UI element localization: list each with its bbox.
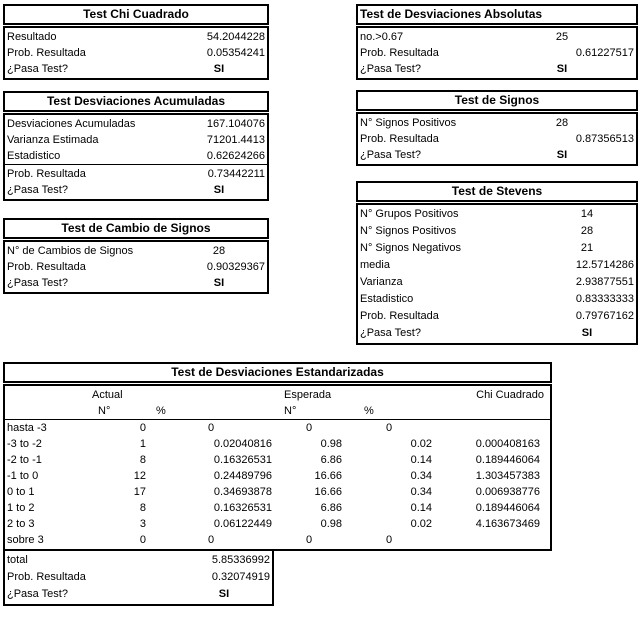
table-cell: 1 xyxy=(139,438,146,450)
row-value: 0.62624266 xyxy=(206,150,265,162)
table-cell: 0 xyxy=(305,534,313,546)
row-value: 54.2044228 xyxy=(206,31,265,43)
bin-label: hasta -3 xyxy=(7,422,47,434)
row-value: 21 xyxy=(580,242,594,254)
table-title: Test Chi Cuadrado xyxy=(3,4,269,25)
table-row xyxy=(5,243,267,259)
row-label: Prob. Resultada xyxy=(7,261,86,273)
table-title: Test de Stevens xyxy=(356,181,638,202)
table-cell: 0 xyxy=(385,422,393,434)
row-value: 0.32074919 xyxy=(211,571,270,583)
table-cell: 1.303457383 xyxy=(475,470,540,482)
table-title: Test Desviaciones Acumuladas xyxy=(3,91,269,112)
table-row xyxy=(5,29,267,45)
table-row xyxy=(358,223,636,240)
est-table-body xyxy=(3,384,552,551)
table-row xyxy=(358,61,636,77)
table-test-desviaciones-estandarizadas xyxy=(3,362,552,606)
table-body xyxy=(356,26,638,80)
table-test-desviaciones-acumuladas xyxy=(3,91,269,201)
table-cell: 8 xyxy=(139,502,146,514)
pass-indicator: SI xyxy=(556,149,568,161)
table-title: Test de Cambio de Signos xyxy=(3,218,269,239)
table-cell: 0.06122449 xyxy=(213,518,272,530)
row-label: ¿Pasa Test? xyxy=(360,327,421,339)
row-label: ¿Pasa Test? xyxy=(7,277,68,289)
table-row xyxy=(5,569,272,586)
table-body xyxy=(3,240,269,294)
table-row xyxy=(358,291,636,308)
table-cell: 6.86 xyxy=(320,502,342,514)
table-row xyxy=(5,116,267,132)
table-row xyxy=(358,131,636,147)
row-value: 167.104076 xyxy=(206,118,265,130)
row-value: 12.5714286 xyxy=(575,259,634,271)
table-cell: 0.000408163 xyxy=(475,438,540,450)
table-row xyxy=(358,29,636,45)
table-cell: 0 xyxy=(385,534,393,546)
table-row xyxy=(5,132,267,148)
row-label: Varianza xyxy=(360,276,403,288)
bin-label: -3 to -2 xyxy=(7,438,42,450)
column-subheader-row xyxy=(5,403,550,420)
table-row xyxy=(5,500,550,516)
row-label: ¿Pasa Test? xyxy=(360,63,421,75)
table-cell: 0.16326531 xyxy=(213,502,272,514)
table-row xyxy=(358,206,636,223)
row-value: 0.73442211 xyxy=(207,167,265,180)
row-label: Estadistico xyxy=(7,150,61,162)
table-title: Test de Desviaciones Absolutas xyxy=(356,4,638,25)
table-row xyxy=(5,516,550,532)
row-label: Resultado xyxy=(7,31,57,43)
table-cell: 8 xyxy=(139,454,146,466)
row-value: 28 xyxy=(555,117,569,129)
column-header-esperada: Esperada xyxy=(284,389,332,401)
table-cell: 3 xyxy=(139,518,146,530)
table-row xyxy=(358,274,636,291)
table-cell: 0.34693878 xyxy=(213,486,272,498)
pass-indicator: SI xyxy=(213,63,225,75)
table-row xyxy=(358,257,636,274)
row-label: Prob. Resultada xyxy=(360,133,439,145)
row-label: media xyxy=(360,259,390,271)
bin-label: sobre 3 xyxy=(7,534,44,546)
table-row xyxy=(358,325,636,342)
table-row xyxy=(5,259,267,275)
table-test-chi-cuadrado xyxy=(3,4,269,80)
table-cell: 0.34 xyxy=(410,486,432,498)
table-row xyxy=(358,115,636,131)
row-label: N° Grupos Positivos xyxy=(360,208,459,220)
table-row xyxy=(358,308,636,325)
table-cell: 0.02040816 xyxy=(213,438,272,450)
table-row xyxy=(5,61,267,77)
table-cell: 16.66 xyxy=(314,486,342,498)
table-row xyxy=(5,586,272,603)
table-row xyxy=(5,275,267,291)
table-cell: 0.98 xyxy=(320,438,342,450)
table-cell: 0.14 xyxy=(410,502,432,514)
row-label: Estadistico xyxy=(360,293,414,305)
table-row xyxy=(358,45,636,61)
table-body xyxy=(356,112,638,166)
bin-label: 1 to 2 xyxy=(7,502,35,514)
bin-label: -1 to 0 xyxy=(7,470,39,482)
row-label: Prob. Resultada xyxy=(360,310,439,322)
table-cell: 4.163673469 xyxy=(475,518,540,530)
table-cell: 0.34 xyxy=(410,470,432,482)
table-title: Test de Signos xyxy=(356,90,638,111)
table-test-de-signos xyxy=(356,90,638,166)
bin-label: -2 to -1 xyxy=(7,454,42,466)
column-header-actual: Actual xyxy=(92,389,123,401)
pass-indicator: SI xyxy=(581,327,593,339)
table-body xyxy=(356,203,638,345)
table-row xyxy=(5,552,272,569)
table-cell: 0.24489796 xyxy=(213,470,272,482)
column-header-chi-cuadrado: Chi Cuadrado xyxy=(476,389,544,401)
row-label: Varianza Estimada xyxy=(7,134,99,146)
table-cell: 12 xyxy=(133,470,146,482)
table-test-cambio-de-signos xyxy=(3,218,269,294)
est-table-footer xyxy=(3,549,274,606)
table-row xyxy=(5,452,550,468)
table-cell: 17 xyxy=(133,486,146,498)
table-row xyxy=(5,468,550,484)
row-label: N° de Cambios de Signos xyxy=(7,245,134,257)
column-subheader: N° xyxy=(98,405,111,417)
row-value: 28 xyxy=(212,245,226,257)
row-label: no.>0.67 xyxy=(360,31,404,43)
row-label: Prob. Resultada xyxy=(360,47,439,59)
row-value: 2.93877551 xyxy=(575,276,634,288)
table-body xyxy=(3,26,269,80)
table-cell: 0.02 xyxy=(410,438,432,450)
table-cell: 0 xyxy=(305,422,313,434)
table-title: Test de Desviaciones Estandarizadas xyxy=(3,362,552,383)
table-cell: 0.006938776 xyxy=(475,486,540,498)
table-cell: 0.16326531 xyxy=(213,454,272,466)
row-value: 71201.4413 xyxy=(206,134,265,146)
table-row xyxy=(5,484,550,500)
table-cell: 0.98 xyxy=(320,518,342,530)
table-cell: 0.189446064 xyxy=(475,502,540,514)
table-cell xyxy=(434,420,542,436)
table-cell: 0.02 xyxy=(410,518,432,530)
row-label: Prob. Resultada xyxy=(7,571,86,583)
row-label: total xyxy=(7,554,28,566)
table-row xyxy=(5,182,267,198)
row-label: N° Signos Positivos xyxy=(360,225,457,237)
table-row xyxy=(5,532,550,548)
table-cell: 0.14 xyxy=(410,454,432,466)
bin-label: 2 to 3 xyxy=(7,518,35,530)
pass-indicator: SI xyxy=(213,277,225,289)
row-value: 0.90329367 xyxy=(206,261,265,273)
bin-label: 0 to 1 xyxy=(7,486,35,498)
row-value: 5.85336992 xyxy=(211,554,270,566)
row-label: Desviaciones Acumuladas xyxy=(7,118,136,130)
table-row xyxy=(5,45,267,61)
table-cell: 0 xyxy=(139,534,146,546)
row-value: 0.61227517 xyxy=(575,47,634,59)
table-row xyxy=(358,240,636,257)
table-cell: 0 xyxy=(139,422,146,434)
row-value: 0.79767162 xyxy=(575,310,634,322)
row-value: 0.83333333 xyxy=(575,293,634,305)
row-label: ¿Pasa Test? xyxy=(7,63,68,75)
pass-indicator: SI xyxy=(556,63,568,75)
table-body xyxy=(3,113,269,201)
row-label: N° Signos Negativos xyxy=(360,242,462,254)
table-test-desviaciones-absolutas xyxy=(356,4,638,80)
table-cell: 6.86 xyxy=(320,454,342,466)
row-label: N° Signos Positivos xyxy=(360,117,457,129)
row-value: 0.87356513 xyxy=(575,133,634,145)
row-label: ¿Pasa Test? xyxy=(360,149,421,161)
row-value: 14 xyxy=(580,208,594,220)
table-row xyxy=(358,147,636,163)
row-label: ¿Pasa Test? xyxy=(7,184,68,196)
row-value: 25 xyxy=(555,31,569,43)
column-subheader: % xyxy=(364,405,374,417)
pass-indicator: SI xyxy=(213,184,225,196)
table-row xyxy=(5,164,267,182)
row-value: 28 xyxy=(580,225,594,237)
row-value: 0.05354241 xyxy=(206,47,265,59)
table-cell: 16.66 xyxy=(314,470,342,482)
column-subheader: N° xyxy=(284,405,297,417)
table-cell: 0 xyxy=(207,534,215,546)
table-cell xyxy=(434,532,542,548)
table-row xyxy=(5,436,550,452)
column-group-header-row xyxy=(5,387,550,403)
table-row xyxy=(5,148,267,164)
table-row xyxy=(5,420,550,436)
column-subheader: % xyxy=(156,405,166,417)
table-cell: 0 xyxy=(207,422,215,434)
row-label: ¿Pasa Test? xyxy=(7,588,68,600)
row-label: Prob. Resultada xyxy=(7,167,86,180)
pass-indicator: SI xyxy=(218,588,230,600)
row-label: Prob. Resultada xyxy=(7,47,86,59)
table-cell: 0.189446064 xyxy=(475,454,540,466)
table-test-de-stevens xyxy=(356,181,638,345)
